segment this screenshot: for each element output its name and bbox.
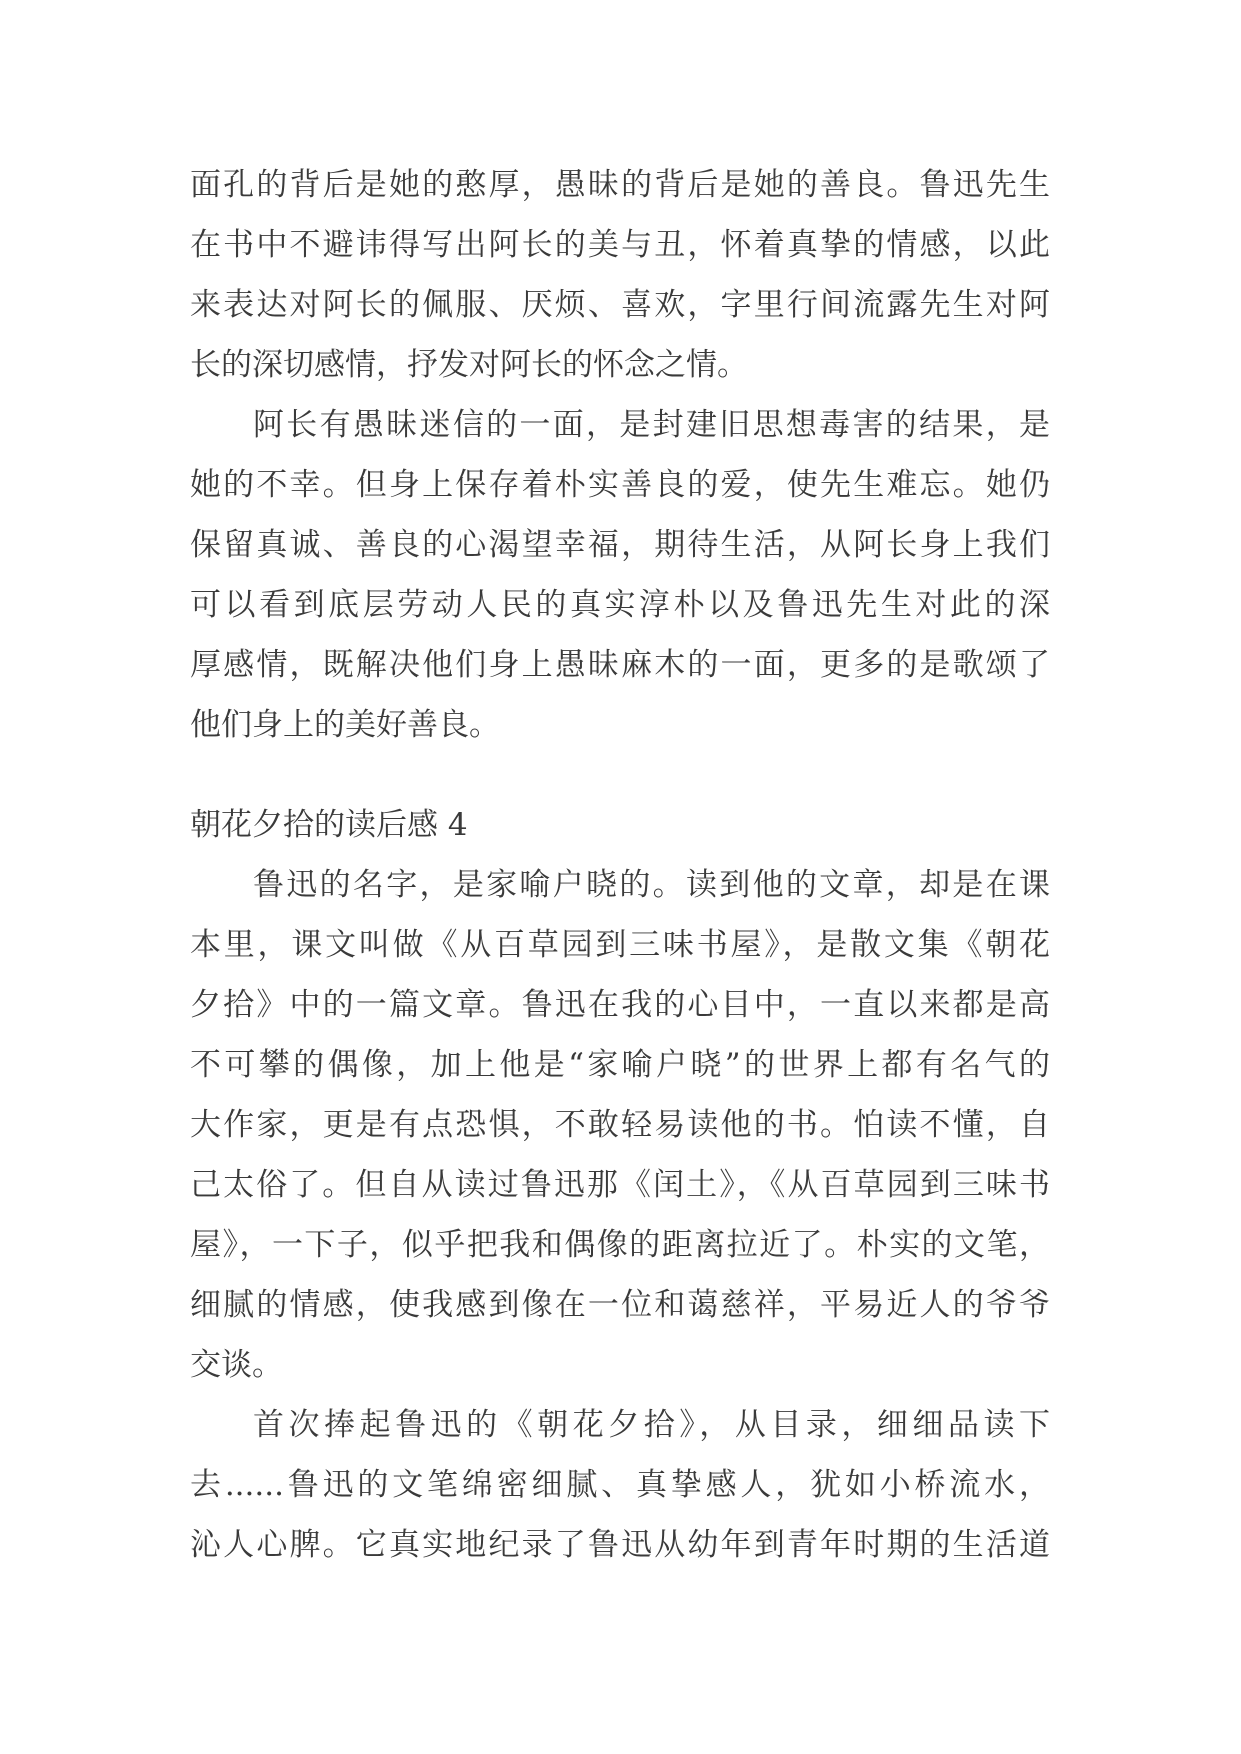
- paragraph-3-line-8: 细腻的情感，使我感到像在一位和蔼慈祥，平易近人的爷爷: [190, 1287, 1050, 1323]
- paragraph-3-line-9: 交谈。: [190, 1347, 283, 1383]
- section-heading: 朝花夕拾的读后感 4: [190, 807, 468, 843]
- paragraph-4-line-2: 去......鲁迅的文笔绵密细腻、真挚感人，犹如小桥流水，: [190, 1467, 1050, 1503]
- paragraph-3-line-1: 鲁迅的名字，是家喻户晓的。读到他的文章，却是在课: [253, 867, 1050, 903]
- paragraph-3-line-3: 夕拾》中的一篇文章。鲁迅在我的心目中，一直以来都是高: [190, 987, 1050, 1023]
- paragraph-1-line-1: 面孔的背后是她的憨厚，愚昧的背后是她的善良。鲁迅先生: [190, 167, 1050, 203]
- paragraph-3-line-7: 屋》，一下子，似乎把我和偶像的距离拉近了。朴实的文笔，: [190, 1227, 1050, 1263]
- paragraph-3-line-2: 本里，课文叫做《从百草园到三味书屋》，是散文集《朝花: [190, 927, 1050, 963]
- paragraph-3-line-6: 己太俗了。但自从读过鲁迅那《闰土》，《从百草园到三味书: [190, 1167, 1050, 1203]
- paragraph-2-line-6: 他们身上的美好善良。: [190, 707, 500, 743]
- paragraph-3-line-5: 大作家，更是有点恐惧，不敢轻易读他的书。怕读不懂，自: [190, 1107, 1050, 1143]
- paragraph-2-line-1: 阿长有愚昧迷信的一面，是封建旧思想毒害的结果，是: [253, 407, 1050, 443]
- paragraph-3-line-4: 不可攀的偶像，加上他是“家喻户晓”的世界上都有名气的: [190, 1047, 1050, 1083]
- paragraph-4-line-3: 沁人心脾。它真实地纪录了鲁迅从幼年到青年时期的生活道: [190, 1527, 1050, 1563]
- paragraph-4-line-1: 首次捧起鲁迅的《朝花夕拾》，从目录，细细品读下: [253, 1407, 1050, 1443]
- paragraph-1-line-2: 在书中不避讳得写出阿长的美与丑，怀着真挚的情感，以此: [190, 227, 1050, 263]
- paragraph-2-line-4: 可以看到底层劳动人民的真实淳朴以及鲁迅先生对此的深: [190, 587, 1050, 623]
- paragraph-2-line-2: 她的不幸。但身上保存着朴实善良的爱，使先生难忘。她仍: [190, 467, 1050, 503]
- paragraph-1-line-4: 长的深切感情，抒发对阿长的怀念之情。: [190, 347, 748, 383]
- paragraph-1-line-3: 来表达对阿长的佩服、厌烦、喜欢，字里行间流露先生对阿: [190, 287, 1050, 323]
- paragraph-2-line-5: 厚感情，既解决他们身上愚昧麻木的一面，更多的是歌颂了: [190, 647, 1050, 683]
- paragraph-2-line-3: 保留真诚、善良的心渴望幸福，期待生活，从阿长身上我们: [190, 527, 1050, 563]
